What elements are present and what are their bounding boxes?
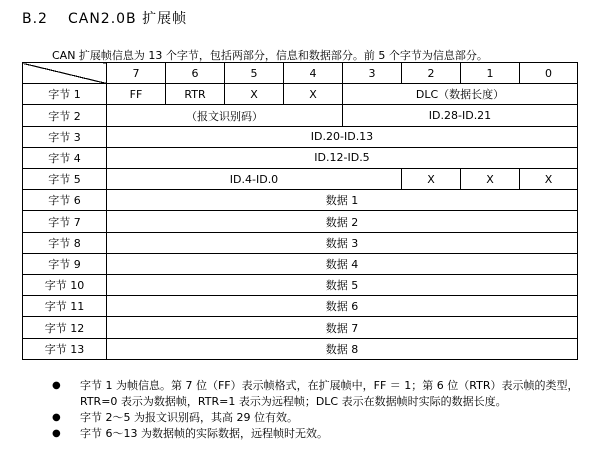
bit-header: 5: [225, 63, 284, 84]
row-value: ID.20-ID.13: [107, 126, 578, 147]
row-label: 字节 13: [23, 338, 107, 359]
row-label: 字节 2: [23, 105, 107, 126]
table-row: [23, 105, 578, 126]
table-row: [23, 147, 578, 168]
row-label: 字节 4: [23, 147, 107, 168]
row-value: 数据 8: [107, 338, 578, 359]
bit-header: 1: [461, 63, 520, 84]
extended-frame-table: [22, 62, 578, 360]
table-header-row: [23, 63, 578, 84]
table-row: [23, 232, 578, 253]
section-heading: [22, 8, 187, 28]
table-row: [23, 84, 578, 105]
bit-header: 7: [107, 63, 166, 84]
row-value: ID.4-ID.0: [107, 169, 402, 190]
corner-cell: [23, 63, 107, 84]
note-text: 字节 2～5 为报文识别码，其高 29 位有效。: [80, 411, 298, 424]
row-value: 数据 6: [107, 296, 578, 317]
bullet-icon: ●: [52, 428, 61, 439]
row-label: 字节 12: [23, 317, 107, 338]
bit-header: 6: [166, 63, 225, 84]
row-value: 数据 7: [107, 317, 578, 338]
table-row: [23, 169, 578, 190]
rtr-cell: RTR: [166, 84, 225, 105]
id-note-cell: （报文识别码）: [107, 105, 343, 126]
row-label: 字节 8: [23, 232, 107, 253]
table-row: [23, 211, 578, 232]
section-number: B.2: [22, 11, 48, 27]
row-label: 字节 6: [23, 190, 107, 211]
bullet-icon: ●: [52, 412, 61, 423]
notes-list: [52, 378, 592, 442]
id-range-cell: ID.28-ID.21: [343, 105, 578, 126]
row-value: 数据 5: [107, 275, 578, 296]
bit-header: 2: [402, 63, 461, 84]
reserved-cell: X: [520, 169, 578, 190]
reserved-cell: X: [284, 84, 343, 105]
table-row: [23, 190, 578, 211]
section-title: CAN2.0B 扩展帧: [67, 11, 188, 27]
reserved-cell: X: [225, 84, 284, 105]
table-row: [23, 275, 578, 296]
row-label: 字节 7: [23, 211, 107, 232]
row-label: 字节 10: [23, 275, 107, 296]
row-value: 数据 2: [107, 211, 578, 232]
note-text: 字节 1 为帧信息。第 7 位（FF）表示帧格式，在扩展帧中，FF ＝ 1；第 6 位（RTR）表示帧的类型，RTR=0 表示为数据帧，RTR=1 表示为远程帧；DLC 表示在数据帧时实际的数据长度。: [80, 379, 579, 408]
dlc-cell: DLC（数据长度）: [343, 84, 578, 105]
table-row: [23, 296, 578, 317]
table-row: [23, 126, 578, 147]
list-item: [52, 410, 592, 426]
row-label: 字节 5: [23, 169, 107, 190]
reserved-cell: X: [461, 169, 520, 190]
ff-cell: FF: [107, 84, 166, 105]
row-value: 数据 4: [107, 253, 578, 274]
row-label: 字节 1: [23, 84, 107, 105]
intro-text: CAN 扩展帧信息为 13 个字节，包括两部分，信息和数据部分。前 5 个字节为信息部分。: [52, 49, 488, 62]
row-label: 字节 11: [23, 296, 107, 317]
table-row: [23, 253, 578, 274]
list-item: [52, 378, 592, 410]
row-value: ID.12-ID.5: [107, 147, 578, 168]
table-row: [23, 338, 578, 359]
row-value: 数据 1: [107, 190, 578, 211]
list-item: [52, 426, 592, 442]
row-label: 字节 3: [23, 126, 107, 147]
note-text: 字节 6～13 为数据帧的实际数据，远程帧时无效。: [80, 427, 328, 440]
bullet-icon: ●: [52, 380, 61, 391]
table-row: [23, 317, 578, 338]
bit-header: 0: [520, 63, 578, 84]
bit-header: 3: [343, 63, 402, 84]
reserved-cell: X: [402, 169, 461, 190]
row-label: 字节 9: [23, 253, 107, 274]
bit-header: 4: [284, 63, 343, 84]
row-value: 数据 3: [107, 232, 578, 253]
